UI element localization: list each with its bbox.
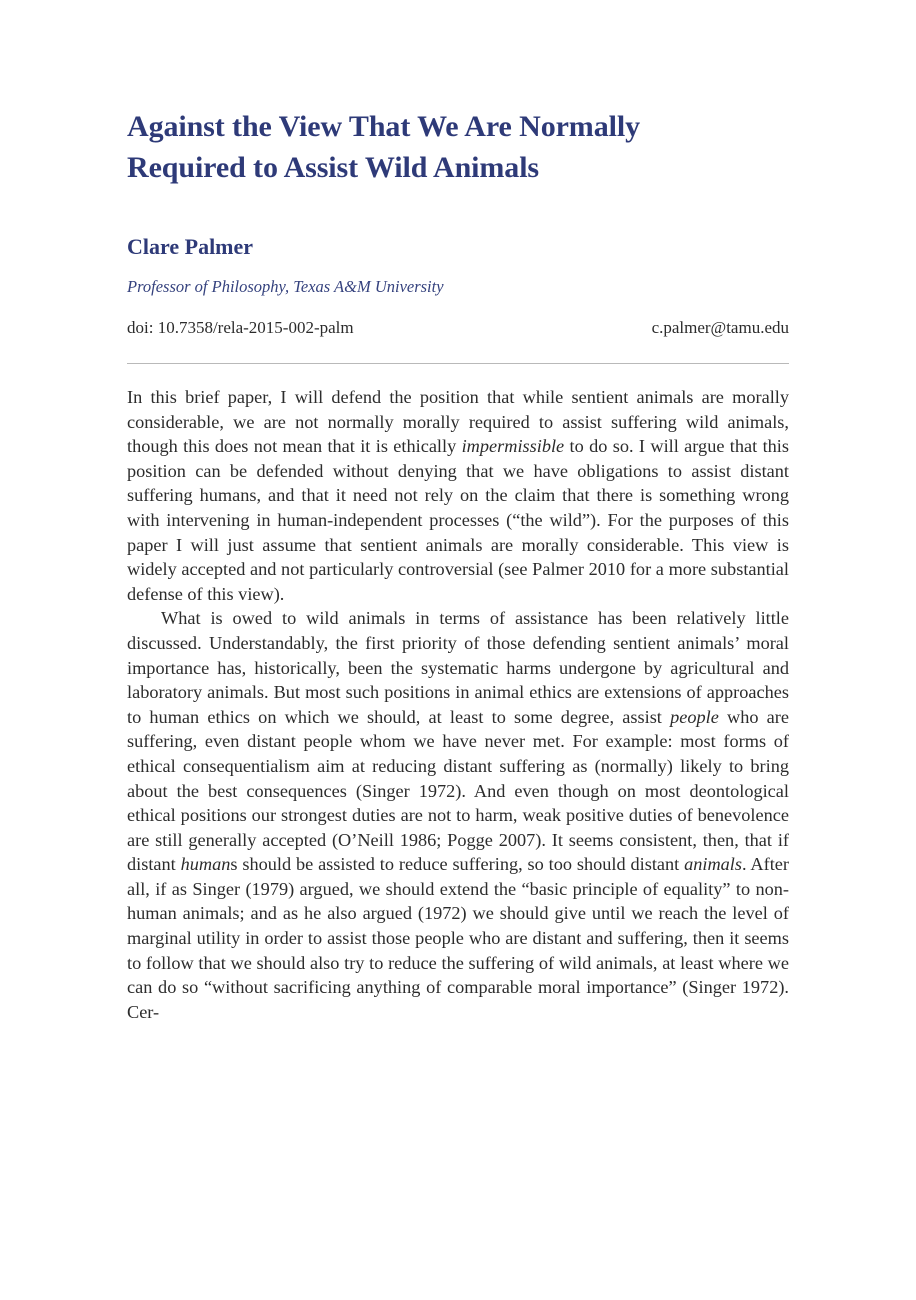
author-affiliation: Professor of Philosophy, Texas A&M University	[127, 277, 444, 296]
body-paragraph	[127, 606, 789, 1024]
body-text-run: s should be assisted to reduce suffering, so too should distant	[230, 854, 685, 875]
metadata-row	[127, 297, 789, 339]
page-title	[127, 0, 789, 188]
page-title-line-2: Required to Assist Wild Animals	[127, 151, 540, 184]
body-text-run: who are suffering, even distant people whom we have never met. For example: most forms of ethical consequentialism aim at reducing distant suffering as (normally) likely to bring about the best consequences (Singer 1972). And even though on most deontological ethical positions our strongest duties are not to harm, weak positive duties of benevolence are still generally accepted (O’Neill 1986; Pogge 2007). It seems consistent, then, that if distant	[127, 706, 789, 875]
body-text-run: . After all, if as Singer (1979) argued, we should extend the “basic principle of equality” to non-human animals; and as he also argued (1972) we should give until we reach the level of marginal utility in order to assist those people who are distant and suffering, then it seems to follow that we should also try to reduce the suffering of wild animals, at least where we can do so “without sacrificing anything of comparable moral importance” (Singer 1972). Cer-	[127, 854, 789, 1022]
emphasized-text: impermissible	[461, 436, 565, 457]
emphasized-text: animals	[684, 854, 742, 875]
body-text	[127, 364, 789, 1024]
emphasized-text: human	[180, 854, 231, 875]
body-text-run: What is owed to wild animals in terms of assistance has been relatively little discussed. Understandably, the first priority of those defending sentient animals’ moral importance has, historically, been the systematic harms undergone by agricultural and laboratory animals. But most such positions in animal ethics are extensions of approaches to human ethics on which we should, at least to some degree, assist	[127, 608, 789, 727]
body-text-run: to do so. I will argue that this position can be defended without denying that we have obligations to assist distant suffering humans, and that it need not rely on the claim that there is something wrong with intervening in human-independent processes (“the wild”). For the purposes of this paper I will just assume that sentient animals are morally considerable. This view is widely accepted and not particularly controversial (see Palmer 2010 for a more substantial defense of this view).	[127, 436, 789, 604]
doi-text: doi: 10.7358/rela-2015-002-palm	[127, 318, 354, 337]
page-title-line-1: Against the View That We Are Normally	[127, 110, 640, 143]
paper-content-column	[127, 0, 789, 1024]
emphasized-text: people	[670, 706, 719, 727]
author-name: Clare Palmer	[127, 234, 254, 259]
body-paragraph	[127, 385, 789, 606]
body-text-run: In this brief paper, I will defend the position that while sentient animals are morally considerable, we are not normally morally required to assist suffering wild animals, though this does not mean that it is ethically	[127, 387, 789, 457]
author-email: c.palmer@tamu.edu	[651, 318, 789, 337]
